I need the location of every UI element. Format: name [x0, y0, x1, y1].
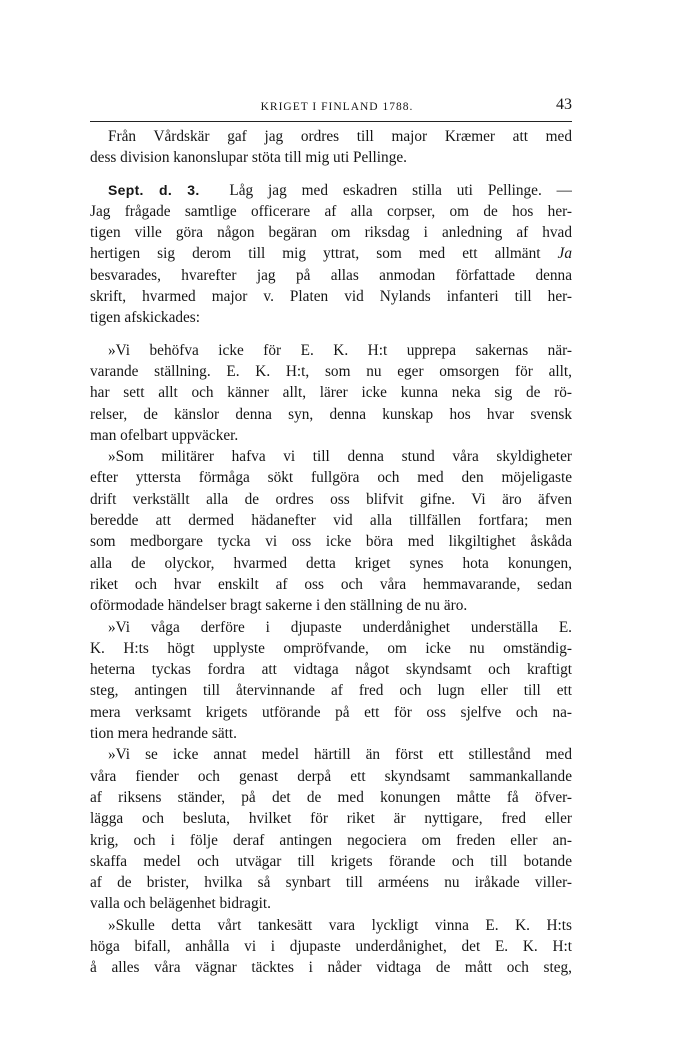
text-line: som medborgare tycka vi oss icke böra med likgiltighet åskåda [90, 533, 572, 551]
text-line: oförmodade händelser bragt sakerne i den ställning de nu äro. [90, 597, 468, 615]
text-line: heterna tyckas fordra att vidtaga något skyndsamt och kraftigt [90, 661, 572, 679]
text-line [90, 180, 572, 201]
text-line: af de brister, hvilka så synbart till arméens nu iråkade viller- [90, 874, 572, 892]
text-line: å alles våra vägnar täcktes i nåder vidtaga de mått och steg, [90, 959, 572, 977]
text-line: »Som militärer hafva vi till denna stund våra skyldigheter [108, 448, 572, 466]
paragraph-1 [90, 126, 572, 169]
text-line: varande ställning. E. K. H:t, som nu eger omsorgen för allt, [90, 362, 572, 380]
text-line: »Vi se icke annat medel härtill än först ett stillestånd med [108, 746, 572, 764]
text-line: relser, de känslor denna syn, denna kunskap hos hvar svensk [90, 405, 572, 423]
text-line: tion mera hedrande sätt. [90, 725, 237, 743]
text-line: Jag frågade samtlige officerare af alla corpser, om de hos her- [90, 202, 572, 220]
text-line: tigen afskickades: [90, 309, 201, 327]
text-line: höga bifall, anhålla vi i djupaste underdånighet, det E. K. H:t [90, 937, 572, 955]
body-text [90, 126, 572, 979]
text-line: drift verkställt alla de ordres oss blifvit gifne. Vi äro äfven [90, 490, 572, 508]
text-line: besvarades, hvarefter jag på allas anmodan författade denna [90, 266, 572, 284]
paragraph-7 [90, 915, 572, 979]
text-line: man ofelbart uppväcker. [90, 426, 239, 444]
paragraph-6 [90, 744, 572, 914]
text-line [90, 243, 572, 264]
text-line: K. H:ts högt upplyste ompröfvande, om icke nu omständig- [90, 639, 572, 657]
text-fragment: Låg jag med eskadren stilla uti Pellinge. — [229, 181, 572, 199]
text-line: mera verksamt krigets utförande på ett för oss sjelfve och na- [90, 703, 572, 721]
text-line: beredde att dermed hädanefter vid alla tillfällen fortfara; men [90, 512, 572, 530]
entry-date: Sept. d. 3. [108, 181, 200, 198]
text-line: af riksens ständer, på det de med konungen måtte få öfver- [90, 788, 572, 806]
text-line: krig, och i följe deraf antingen negociera om freden eller an- [90, 831, 572, 849]
text-line: lägga och besluta, hvilket för riket är nyttigare, fred eller [90, 810, 572, 828]
text-line: dess division kanonslupar stöta till mig uti Pellinge. [90, 149, 407, 167]
header-rule [90, 121, 572, 122]
text-line: efter yttersta förmåga sökt fullgöra och med den möjeligaste [90, 469, 572, 487]
page-header [90, 96, 572, 119]
paragraph-3 [90, 340, 572, 446]
paragraph-2 [90, 180, 572, 329]
text-line: riket och hvar enskilt af oss och våra hemmavarande, sedan [90, 575, 572, 593]
page-number: 43 [556, 96, 572, 113]
running-head: KRIGET I FINLAND 1788. [260, 101, 414, 113]
paragraph-4 [90, 446, 572, 616]
text-line: steg, antingen till återvinnande af fred och lugn eller till ett [90, 682, 572, 700]
text-line: skaffa medel och utvägar till krigets förande och till botande [90, 852, 572, 870]
text-line: våra fiender och genast derpå ett skyndsamt sammankallande [90, 767, 572, 785]
text-line: »Skulle detta vårt tankesätt vara lyckligt vinna E. K. H:ts [108, 916, 572, 934]
text-fragment: hertigen sig derom till mig yttrat, som med ett allmänt [90, 245, 541, 263]
text-line: valla och belägenhet bidragit. [90, 895, 271, 913]
text-line: »Vi behöfva icke för E. K. H:t upprepa sakernas när- [108, 341, 572, 359]
paragraph-5 [90, 617, 572, 745]
italic-word: Ja [557, 245, 572, 263]
text-line: skrift, hvarmed major v. Platen vid Nylands infanteri till her- [90, 288, 572, 306]
text-line: Från Vårdskär gaf jag ordres till major Kræmer att med [108, 128, 572, 145]
text-line: alla de olyckor, hvarmed detta kriget synes hota konungen, [90, 554, 572, 572]
text-line: »Vi våga derföre i djupaste underdånighet underställa E. [108, 618, 572, 636]
text-line: har sett allt och känner allt, lärer icke kunna neka sig de rö- [90, 384, 572, 402]
text-line: tigen ville göra någon begäran om riksdag i anledning af hvad [90, 224, 572, 242]
